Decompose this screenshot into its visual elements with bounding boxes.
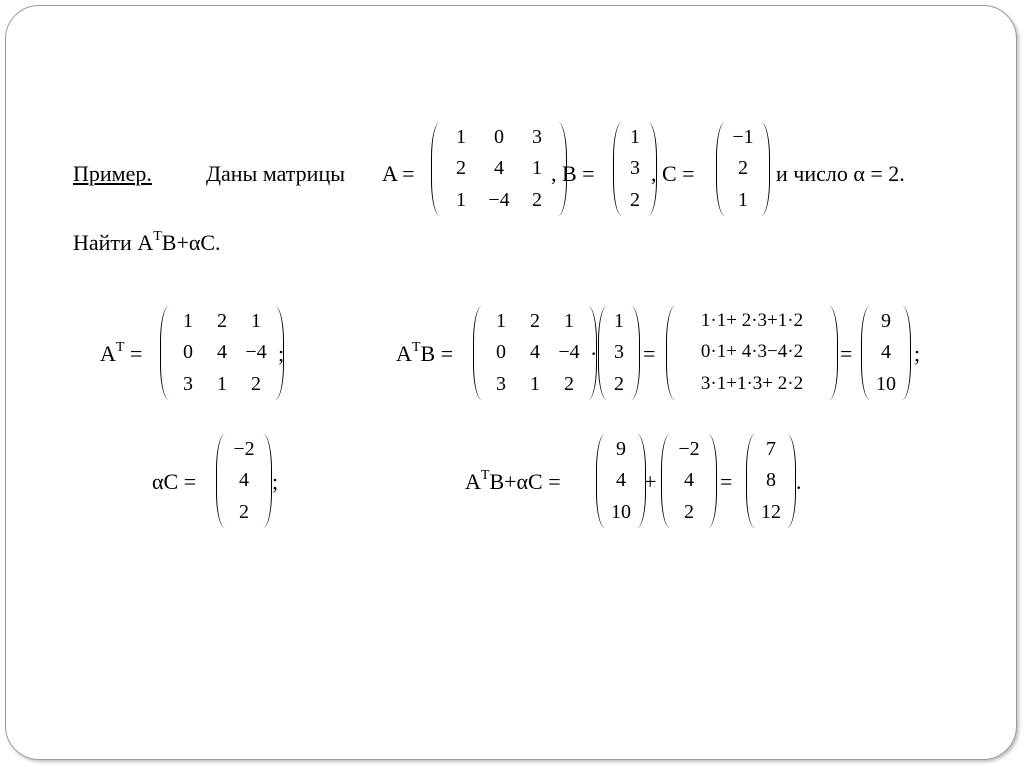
matrix-cell: 4 bbox=[217, 341, 227, 364]
equals-3: = bbox=[720, 469, 733, 494]
matrix-cell: 2 bbox=[251, 372, 261, 395]
matrix-cell: 9 bbox=[881, 310, 891, 332]
matrix-at-2 bbox=[473, 306, 597, 400]
at-semicolon: ; bbox=[278, 341, 285, 366]
matrix-at bbox=[160, 306, 284, 400]
matrix-cell: 1 bbox=[530, 372, 540, 395]
sum-label: $A^TB+\alpha C$ = bbox=[465, 468, 561, 494]
equals-2: = bbox=[840, 341, 853, 366]
matrix-cell: −4 bbox=[245, 341, 267, 364]
atb-semicolon: ; bbox=[914, 341, 921, 366]
matrix-cell: 4 bbox=[881, 341, 891, 364]
matrix-cell: 1 bbox=[630, 126, 640, 148]
matrix-cell: 4 bbox=[530, 341, 540, 364]
matrix-cell: −2 bbox=[233, 438, 255, 460]
matrix-cell: 4 bbox=[684, 469, 694, 492]
matrix-cell: 1 bbox=[738, 188, 748, 211]
multiply-dot: · bbox=[590, 341, 598, 366]
matrix-cell: 2 bbox=[217, 310, 227, 332]
matrix-cell: 1 bbox=[614, 310, 624, 332]
matrix-cell: 2 bbox=[530, 310, 540, 332]
matrix-cell: 1 bbox=[564, 310, 574, 332]
matrix-cell: 3 bbox=[614, 341, 624, 364]
matrix-cell: 2 bbox=[564, 372, 574, 395]
ac-semicolon: ; bbox=[272, 469, 279, 494]
matrix-c bbox=[716, 122, 770, 216]
example-label: Пример. bbox=[73, 161, 152, 186]
matrix-cell: 3 bbox=[496, 372, 506, 395]
matrix-cell: 2 bbox=[239, 500, 249, 523]
matrix-cell: 0·1+ 4·3−4·2 bbox=[700, 341, 804, 363]
matrix-cell: 3·1+1·3+ 2·2 bbox=[700, 372, 804, 394]
matrix-cell: 1 bbox=[456, 188, 466, 211]
matrix-cell: 3 bbox=[630, 157, 640, 180]
matrix-cell: 1 bbox=[496, 310, 506, 332]
matrix-cell: 1 bbox=[183, 310, 193, 332]
matrix-cell: 7 bbox=[766, 438, 776, 460]
matrix-cell: 0 bbox=[494, 126, 504, 148]
matrix-cell: 4 bbox=[239, 469, 249, 492]
matrix-cell: 10 bbox=[611, 500, 631, 523]
matrix-cell: 4 bbox=[494, 157, 504, 180]
plus-sign: + bbox=[644, 469, 657, 494]
matrix-a bbox=[431, 122, 567, 216]
matrix-cell: 12 bbox=[761, 500, 781, 523]
matrix-cell: 1 bbox=[456, 126, 466, 148]
matrix-cell: 3 bbox=[183, 372, 193, 395]
matrix-result-2 bbox=[596, 434, 646, 528]
final-period: . bbox=[796, 469, 802, 494]
matrix-cell: 0 bbox=[496, 341, 506, 364]
alpha-text: и число α = 2. bbox=[776, 161, 905, 186]
matrix-cell: 2 bbox=[630, 188, 640, 211]
matrix-cell: −2 bbox=[678, 438, 700, 460]
matrix-cell: 2 bbox=[684, 500, 694, 523]
matrix-cell: 2 bbox=[456, 157, 466, 180]
matrix-alpha-c-2 bbox=[661, 434, 717, 528]
matrix-c-equals: , C = bbox=[651, 161, 695, 186]
task-text: Найти $A^TB+\alpha C$. bbox=[73, 229, 221, 255]
atb-label: $A^TB$ = bbox=[396, 340, 454, 366]
matrix-cell: 2 bbox=[532, 188, 542, 211]
matrix-cell: 3 bbox=[532, 126, 542, 148]
matrix-cell: 1 bbox=[217, 372, 227, 395]
matrix-cell: 2 bbox=[738, 157, 748, 180]
matrix-cell: 1·1+ 2·3+1·2 bbox=[700, 310, 804, 331]
given-text: Даны матрицы bbox=[206, 161, 346, 186]
matrix-b-2 bbox=[598, 306, 640, 400]
matrix-alpha-c bbox=[216, 434, 272, 528]
matrix-cell: −4 bbox=[558, 341, 580, 364]
ac-label: αC = bbox=[152, 469, 197, 494]
matrix-cell: 1 bbox=[532, 157, 542, 180]
matrix-result-1 bbox=[861, 306, 911, 400]
matrix-cell: 9 bbox=[616, 438, 626, 460]
matrix-product bbox=[666, 306, 838, 400]
matrix-cell: 2 bbox=[614, 372, 624, 395]
at-label: $A^T$ = bbox=[100, 340, 143, 366]
matrix-final bbox=[746, 434, 796, 528]
matrix-cell: −4 bbox=[488, 188, 510, 211]
matrix-b-equals: , B = bbox=[551, 161, 595, 186]
matrix-cell: −1 bbox=[732, 126, 754, 148]
matrix-cell: 0 bbox=[183, 341, 193, 364]
equals-1: = bbox=[643, 341, 656, 366]
matrix-cell: 8 bbox=[766, 469, 776, 492]
slide-frame bbox=[5, 5, 1017, 760]
matrix-cell: 1 bbox=[251, 310, 261, 332]
matrix-cell: 10 bbox=[876, 372, 896, 395]
matrix-cell: 4 bbox=[616, 469, 626, 492]
matrix-a-equals: A = bbox=[382, 161, 415, 186]
